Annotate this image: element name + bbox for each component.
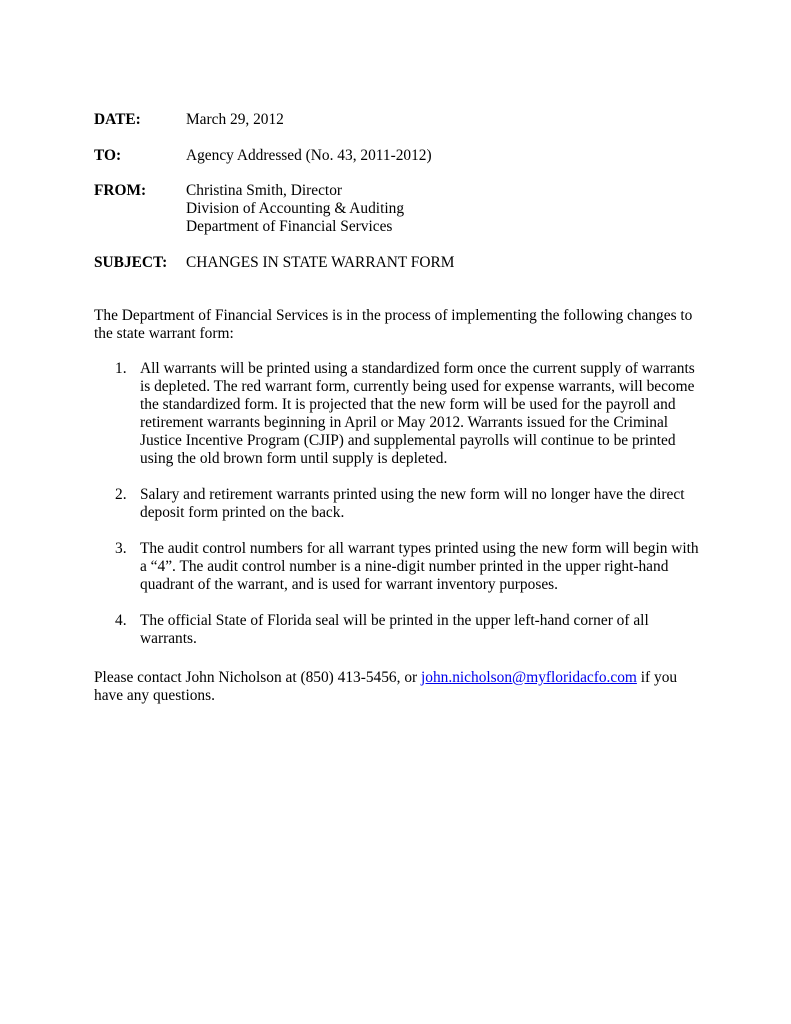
email-link[interactable]: john.nicholson@myfloridacfo.com <box>420 669 637 686</box>
from-value <box>186 182 404 236</box>
list-item-text: The official State of Florida seal will be printed in the upper left-hand corner of all warrants. <box>140 612 649 647</box>
list-item-text: Salary and retirement warrants printed using the new form will no longer have the direct deposit form printed on the back. <box>140 486 685 521</box>
closing-paragraph <box>94 669 706 705</box>
subject-label: SUBJECT: <box>94 254 168 271</box>
list-item-text: The audit control numbers for all warrant types printed using the new form will begin with a “4”. The audit control number is a nine-digit number printed in the upper right-hand quadrant of the warrant, and is used for warrant inventory purposes. <box>140 540 699 593</box>
closing-text-before: Please contact John Nicholson at (850) 413-5456, or <box>94 669 421 686</box>
from-name: Christina Smith, Director <box>186 182 343 199</box>
list-item <box>94 360 706 468</box>
list-item <box>94 540 706 594</box>
from-department: Department of Financial Services <box>186 218 393 235</box>
subject-value: CHANGES IN STATE WARRANT FORM <box>186 254 455 271</box>
to-value: Agency Addressed (No. 43, 2011-2012) <box>186 147 432 164</box>
intro-paragraph: The Department of Financial Services is in the process of implementing the following changes to the state warrant form: <box>94 307 693 342</box>
list-item-number: 3. <box>115 540 127 557</box>
to-label: TO: <box>94 147 122 164</box>
from-division: Division of Accounting & Auditing <box>186 200 405 217</box>
closing-text-after: if you have any questions. <box>94 669 678 704</box>
from-label: FROM: <box>94 182 147 199</box>
list-item <box>94 486 706 522</box>
list-item <box>94 612 706 648</box>
changes-list <box>94 360 706 666</box>
date-label: DATE: <box>94 111 141 128</box>
list-item-number: 4. <box>115 612 127 629</box>
list-item-number: 2. <box>115 486 127 503</box>
date-value: March 29, 2012 <box>186 111 284 128</box>
list-item-number: 1. <box>115 360 127 377</box>
list-item-text: All warrants will be printed using a standardized form once the current supply of warrants is depleted. The red warrant form, currently being used for expense warrants, will become the standardized form. It is projected that the new form will be used for the payroll and retirement warrants beginning in April or May 2012. Warrants issued for the Criminal Justice Incentive Program (CJIP) and supplemental payrolls will continue to be printed using the old brown form until supply is depleted. <box>140 360 695 467</box>
